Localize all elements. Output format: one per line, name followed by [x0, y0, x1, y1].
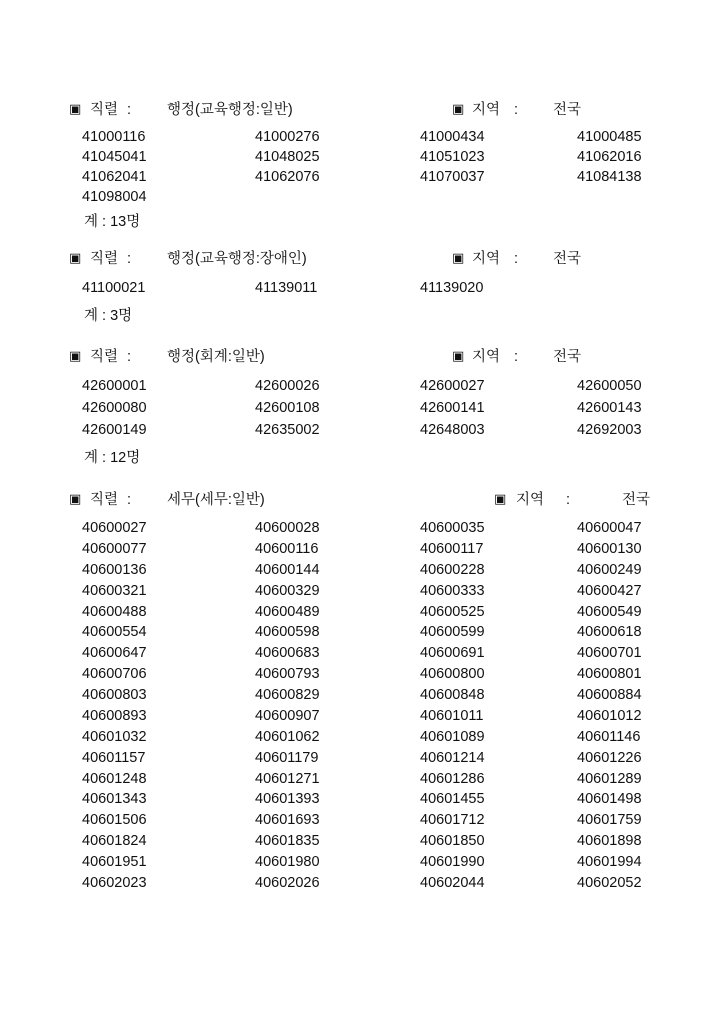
exam-number: 40601011 [420, 707, 484, 724]
exam-number: 40601990 [420, 854, 485, 870]
exam-number: 42635002 [255, 422, 320, 438]
exam-number: 42600108 [255, 400, 320, 416]
exam-number: 40600549 [577, 603, 642, 620]
exam-number: 40600848 [420, 687, 485, 703]
exam-number: 40600701 [577, 645, 642, 662]
exam-number: 40600130 [577, 540, 642, 557]
region-value: 전국 [553, 251, 582, 267]
square-bullet-icon: ▣ [452, 251, 465, 266]
exam-number: 40601693 [255, 812, 320, 829]
exam-number: 40602052 [577, 874, 642, 891]
region-label: 지역 [472, 102, 501, 118]
exam-number: 40601271 [255, 770, 320, 787]
section-header [0, 100, 720, 120]
exam-number: 40602044 [420, 874, 485, 891]
exam-number: 40601759 [577, 812, 642, 829]
square-bullet-icon: ▣ [69, 349, 82, 364]
exam-number: 40601146 [577, 728, 641, 745]
series-colon: : [127, 102, 132, 118]
exam-number: 42600027 [420, 378, 485, 394]
series-value: 세무(세무:일반) [167, 492, 265, 508]
square-bullet-icon: ▣ [494, 492, 507, 507]
exam-number: 40601455 [420, 791, 485, 808]
exam-number: 41000485 [577, 129, 642, 145]
exam-number: 40600829 [255, 687, 320, 703]
exam-number: 41000116 [82, 129, 146, 145]
exam-number: 40601850 [420, 833, 485, 850]
exam-number: 40601835 [255, 833, 320, 850]
exam-number: 40601393 [255, 791, 320, 808]
exam-number-grid [82, 127, 657, 207]
exam-number: 42600026 [255, 378, 320, 394]
exam-number: 40601226 [577, 749, 642, 766]
section-header [0, 490, 720, 510]
region-label: 지역 [472, 251, 501, 267]
exam-number: 40600525 [420, 603, 485, 620]
exam-number: 41062076 [255, 169, 320, 185]
series-label: 직렬 [90, 251, 119, 267]
region-value: 전국 [553, 349, 582, 365]
series-label: 직렬 [90, 102, 119, 118]
exam-number: 41139020 [420, 280, 484, 296]
series-colon: : [127, 349, 132, 365]
exam-number: 40600321 [82, 582, 147, 599]
section-total: 계 : 3명 [84, 308, 133, 324]
region-label: 지역 [516, 492, 545, 508]
exam-number: 40600691 [420, 645, 485, 662]
exam-number: 41139011 [255, 280, 318, 296]
exam-number: 40601506 [82, 812, 147, 829]
series-value: 행정(교육행정:장애인) [167, 251, 307, 267]
exam-number: 41048025 [255, 149, 320, 165]
exam-number: 42600143 [577, 400, 642, 416]
exam-number: 40601951 [82, 854, 147, 870]
exam-number: 40600077 [82, 540, 147, 557]
exam-number: 42648003 [420, 422, 485, 438]
region-colon: : [566, 492, 571, 508]
exam-number: 40602023 [82, 874, 147, 891]
exam-number: 40601824 [82, 833, 147, 850]
exam-number: 42600080 [82, 400, 147, 416]
exam-number: 41045041 [82, 149, 147, 165]
exam-number: 40602026 [255, 874, 320, 891]
exam-number: 40600136 [82, 561, 147, 578]
exam-number: 40600683 [255, 645, 320, 662]
exam-number: 42600149 [82, 422, 147, 438]
exam-number: 42600141 [420, 400, 485, 416]
section-total: 계 : 12명 [84, 450, 141, 466]
exam-number: 40600028 [255, 520, 320, 536]
exam-number: 40601062 [255, 728, 320, 745]
section-total: 계 : 13명 [84, 214, 141, 230]
exam-number: 40600907 [255, 707, 320, 724]
exam-number: 40601343 [82, 791, 147, 808]
exam-number: 40601179 [255, 749, 319, 766]
region-value: 전국 [622, 492, 651, 508]
exam-number: 40601214 [420, 749, 485, 766]
square-bullet-icon: ▣ [69, 492, 82, 507]
exam-number: 40601157 [82, 749, 146, 766]
exam-number: 40601898 [577, 833, 642, 850]
exam-number: 41098004 [82, 189, 147, 205]
exam-number: 40600228 [420, 561, 485, 578]
region-label: 지역 [472, 349, 501, 365]
series-label: 직렬 [90, 349, 119, 365]
exam-number: 40600618 [577, 624, 642, 641]
exam-number: 42692003 [577, 422, 642, 438]
exam-number: 40600144 [255, 561, 320, 578]
exam-number: 40600488 [82, 603, 147, 620]
exam-number: 40600554 [82, 624, 147, 641]
section-header [0, 249, 720, 269]
region-value: 전국 [553, 102, 582, 118]
square-bullet-icon: ▣ [69, 102, 82, 117]
exam-number: 40601289 [577, 770, 642, 787]
series-label: 직렬 [90, 492, 119, 508]
series-colon: : [127, 251, 132, 267]
exam-number: 40600800 [420, 666, 485, 683]
exam-number: 40600249 [577, 561, 642, 578]
exam-number: 40600116 [255, 540, 319, 557]
exam-number: 42600001 [82, 378, 147, 394]
region-colon: : [514, 251, 519, 267]
square-bullet-icon: ▣ [69, 251, 82, 266]
exam-number: 40600647 [82, 645, 147, 662]
series-colon: : [127, 492, 132, 508]
exam-number: 40600803 [82, 687, 147, 703]
region-colon: : [514, 102, 519, 118]
exam-number: 40600599 [420, 624, 485, 641]
exam-number-grid [82, 278, 657, 298]
exam-number: 40600489 [255, 603, 320, 620]
exam-number: 40600047 [577, 520, 642, 536]
section-header [0, 347, 720, 367]
series-value: 행정(교육행정:일반) [167, 102, 293, 118]
region-colon: : [514, 349, 519, 365]
exam-number: 41051023 [420, 149, 485, 165]
exam-number: 40600706 [82, 666, 147, 683]
exam-number: 42600050 [577, 378, 642, 394]
exam-number: 40601286 [420, 770, 485, 787]
exam-number: 40601248 [82, 770, 147, 787]
exam-number: 40600117 [420, 540, 484, 557]
exam-number: 40600793 [255, 666, 320, 683]
exam-number: 40600035 [420, 520, 485, 536]
exam-number: 41070037 [420, 169, 485, 185]
exam-number: 40601089 [420, 728, 485, 745]
exam-number: 40601012 [577, 707, 642, 724]
exam-number: 40601980 [255, 854, 320, 870]
exam-number: 40600329 [255, 582, 320, 599]
square-bullet-icon: ▣ [452, 349, 465, 364]
exam-number: 40600598 [255, 624, 320, 641]
exam-number: 40601712 [420, 812, 485, 829]
exam-number-grid [82, 518, 657, 894]
exam-number: 40600427 [577, 582, 642, 599]
exam-number: 41084138 [577, 169, 642, 185]
square-bullet-icon: ▣ [452, 102, 465, 117]
exam-number: 40601032 [82, 728, 147, 745]
exam-number: 41062041 [82, 169, 147, 185]
exam-number: 41000434 [420, 129, 485, 145]
exam-number: 40601994 [577, 854, 642, 870]
exam-number: 40601498 [577, 791, 642, 808]
exam-number: 41100021 [82, 280, 146, 296]
exam-number: 40600333 [420, 582, 485, 599]
series-value: 행정(회계:일반) [167, 349, 265, 365]
exam-number: 40600801 [577, 666, 642, 683]
exam-number: 40600893 [82, 707, 147, 724]
exam-number: 40600027 [82, 520, 147, 536]
exam-number: 40600884 [577, 687, 642, 703]
exam-number: 41000276 [255, 129, 320, 145]
exam-number-grid [82, 375, 657, 441]
exam-number: 41062016 [577, 149, 642, 165]
